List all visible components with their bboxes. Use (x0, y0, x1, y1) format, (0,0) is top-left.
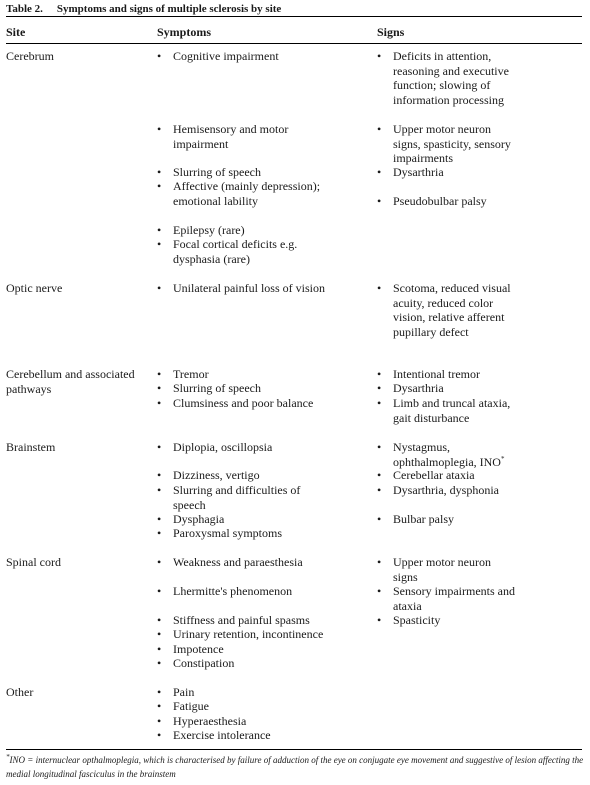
symptom-item (157, 468, 327, 483)
symptom-item (157, 396, 327, 411)
sign-item (377, 555, 517, 584)
bullet-icon: • (157, 381, 162, 395)
list-item (157, 555, 327, 570)
site-cell: Cerebrum (6, 49, 54, 63)
symptom-item (157, 122, 327, 151)
sign-item (377, 440, 517, 469)
sign-item (377, 512, 517, 527)
symptom-text: Cognitive impairment (173, 49, 279, 63)
list-item (157, 613, 327, 628)
sign-text: Bulbar palsy (393, 512, 454, 526)
symptom-text: Fatigue (173, 699, 209, 713)
symptom-item (157, 223, 327, 238)
sign-item (377, 281, 517, 339)
bullet-icon: • (157, 122, 162, 136)
list-item (377, 512, 517, 527)
sign-item (377, 483, 517, 498)
bullet-icon: • (157, 714, 162, 728)
bottom-rule (6, 749, 582, 750)
list-item (157, 468, 327, 483)
list-item (157, 656, 327, 671)
bullet-icon: • (157, 656, 162, 670)
symptom-text: Epilepsy (rare) (173, 223, 245, 237)
site-cell: Spinal cord (6, 555, 61, 569)
list-item (157, 223, 327, 238)
symptom-item (157, 512, 327, 527)
list-item (157, 281, 327, 296)
site-cell: Cerebellum and associated pathways (6, 367, 135, 396)
symptom-text: Urinary retention, incontinence (173, 627, 324, 641)
symptom-item (157, 728, 327, 743)
sign-text: Spasticity (393, 613, 441, 627)
bullet-icon: • (157, 512, 162, 526)
bullet-icon: • (157, 483, 162, 497)
header-rule (6, 43, 582, 44)
bullet-icon: • (157, 440, 162, 454)
list-item (377, 468, 517, 483)
symptom-item (157, 281, 327, 296)
bullet-icon: • (157, 526, 162, 540)
table-caption (6, 3, 281, 16)
symptom-text: Slurring and difficulties of speech (173, 483, 301, 512)
bullet-icon: • (377, 381, 382, 395)
bullet-icon: • (157, 367, 162, 381)
list-item (157, 526, 327, 541)
list-item (377, 440, 517, 469)
list-item (157, 381, 327, 396)
symptom-item (157, 714, 327, 729)
symptom-text: Diplopia, oscillopsia (173, 440, 273, 454)
list-item (157, 237, 327, 266)
symptom-item (157, 642, 327, 657)
symptom-item (157, 685, 327, 700)
bullet-icon: • (157, 699, 162, 713)
sign-text: Sensory impairments and ataxia (393, 584, 515, 613)
sign-item (377, 396, 517, 425)
bullet-icon: • (377, 122, 382, 136)
bullet-icon: • (157, 237, 162, 251)
site-cell: Optic nerve (6, 281, 63, 295)
symptom-item (157, 179, 327, 208)
symptom-text: Pain (173, 685, 195, 699)
sign-text: Limb and truncal ataxia, gait disturbance (393, 396, 511, 425)
bullet-icon: • (157, 555, 162, 569)
list-item (377, 194, 517, 209)
list-item (157, 584, 327, 599)
bullet-icon: • (377, 512, 382, 526)
symptom-text: Exercise intolerance (173, 728, 271, 742)
bullet-icon: • (377, 281, 382, 295)
list-item (377, 122, 517, 166)
symptom-text: Dysphagia (173, 512, 225, 526)
symptom-text: Focal cortical deficits e.g. dysphasia (rare) (173, 237, 298, 266)
list-item (157, 714, 327, 729)
bullet-icon: • (157, 179, 162, 193)
bullet-icon: • (377, 165, 382, 179)
symptom-item (157, 381, 327, 396)
symptom-item (157, 483, 327, 512)
symptom-text: Hyperaesthesia (173, 714, 247, 728)
header-symptoms: Symptoms (157, 25, 212, 39)
table-number: Table 2. (6, 3, 43, 15)
symptom-item (157, 656, 327, 671)
bullet-icon: • (377, 49, 382, 63)
symptom-item (157, 627, 327, 642)
symptom-item (157, 237, 327, 266)
symptom-text: Slurring of speech (173, 381, 261, 395)
symptom-text: Affective (mainly depression); emotional lability (173, 179, 321, 208)
bullet-icon: • (157, 642, 162, 656)
bullet-icon: • (157, 613, 162, 627)
symptom-text: Paroxysmal symptoms (173, 526, 283, 540)
sign-text: Pseudobulbar palsy (393, 194, 487, 208)
sign-item (377, 613, 517, 628)
bullet-icon: • (377, 483, 382, 497)
footnote-marker: * (6, 753, 10, 761)
symptom-item (157, 555, 327, 570)
list-item (157, 122, 327, 151)
sign-text: Upper motor neuron signs (393, 555, 491, 584)
bullet-icon: • (377, 396, 382, 410)
symptom-text: Dizziness, vertigo (173, 468, 260, 482)
sign-text: Upper motor neuron signs, spasticity, sensory impairments (393, 122, 511, 165)
footnote-text: INO = internuclear opthalmoplegia, which is characterised by failure of adduction of the eye on conjugate eye movement and suggestive of lesion affecting the medial longitudinal fasciculus in the brainstem (6, 755, 584, 779)
symptom-item (157, 440, 327, 455)
bullet-icon: • (157, 584, 162, 598)
symptom-text: Lhermitte's phenomenon (173, 584, 293, 598)
table-footnote (6, 754, 586, 781)
sign-text: Dysarthria (393, 165, 444, 179)
symptom-text: Unilateral painful loss of vision (173, 281, 325, 295)
bullet-icon: • (377, 440, 382, 454)
list-item (377, 165, 517, 180)
bullet-icon: • (157, 165, 162, 179)
list-item (377, 483, 517, 498)
top-rule (6, 16, 582, 17)
sign-text: Intentional tremor (393, 367, 480, 381)
bullet-icon: • (377, 468, 382, 482)
symptom-text: Tremor (173, 367, 209, 381)
bullet-icon: • (157, 627, 162, 641)
list-item (157, 440, 327, 455)
list-item (377, 381, 517, 396)
sign-item (377, 367, 517, 382)
list-item (377, 281, 517, 339)
footnote-ref: * (500, 454, 505, 463)
bullet-icon: • (157, 281, 162, 295)
symptom-item (157, 165, 327, 180)
list-item (377, 367, 517, 382)
list-item (157, 179, 327, 208)
bullet-icon: • (377, 584, 382, 598)
list-item (157, 699, 327, 714)
sign-item (377, 584, 517, 613)
header-site: Site (6, 25, 26, 39)
sign-item (377, 381, 517, 396)
symptom-text: Impotence (173, 642, 224, 656)
header-signs: Signs (377, 25, 405, 39)
site-cell: Brainstem (6, 440, 56, 454)
symptom-item (157, 699, 327, 714)
sign-text: Dysarthria, dysphonia (393, 483, 499, 497)
symptom-text: Clumsiness and poor balance (173, 396, 314, 410)
list-item (157, 728, 327, 743)
bullet-icon: • (157, 396, 162, 410)
bullet-icon: • (157, 223, 162, 237)
symptom-text: Weakness and paraesthesia (173, 555, 303, 569)
list-item (157, 685, 327, 700)
list-item (157, 367, 327, 382)
table-title: Symptoms and signs of multiple sclerosis by site (56, 3, 282, 15)
bullet-icon: • (377, 555, 382, 569)
symptom-text: Constipation (173, 656, 235, 670)
bullet-icon: • (157, 685, 162, 699)
symptom-item (157, 49, 327, 64)
site-cell: Other (6, 685, 34, 699)
sign-text: Cerebellar ataxia (393, 468, 475, 482)
symptom-item (157, 613, 327, 628)
list-item (157, 512, 327, 527)
sign-text: Dysarthria (393, 381, 444, 395)
list-item (157, 396, 327, 411)
list-item (377, 49, 517, 107)
bullet-icon: • (377, 194, 382, 208)
sign-item (377, 194, 517, 209)
sign-item (377, 468, 517, 483)
list-item (377, 613, 517, 628)
symptom-text: Stiffness and painful spasms (173, 613, 310, 627)
symptom-item (157, 584, 327, 599)
sign-item (377, 122, 517, 166)
bullet-icon: • (157, 468, 162, 482)
sign-item (377, 165, 517, 180)
list-item (157, 49, 327, 64)
bullet-icon: • (377, 613, 382, 627)
sign-text: Nystagmus, ophthalmoplegia, INO (393, 440, 501, 469)
symptom-item (157, 526, 327, 541)
list-item (157, 165, 327, 180)
bullet-icon: • (157, 728, 162, 742)
sign-text: Deficits in attention, reasoning and executive function; slowing of information processing (393, 49, 509, 107)
list-item (377, 396, 517, 425)
sign-item (377, 49, 517, 107)
list-item (157, 483, 327, 512)
list-item (157, 642, 327, 657)
sign-text: Scotoma, reduced visual acuity, reduced color vision, relative afferent pupillary defect (393, 281, 511, 339)
list-item (157, 627, 327, 642)
symptom-text: Hemisensory and motor impairment (173, 122, 289, 151)
symptom-item (157, 367, 327, 382)
list-item (377, 555, 517, 584)
list-item (377, 584, 517, 613)
symptom-text: Slurring of speech (173, 165, 261, 179)
bullet-icon: • (157, 49, 162, 63)
bullet-icon: • (377, 367, 382, 381)
